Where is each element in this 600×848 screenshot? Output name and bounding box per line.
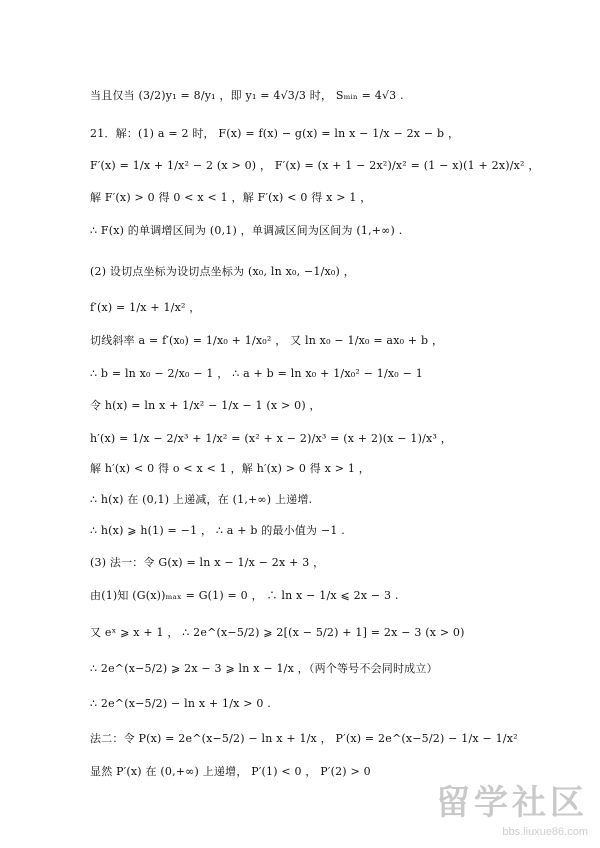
- watermark-title: 留学社区: [436, 784, 588, 822]
- site-watermark: [436, 775, 588, 838]
- text-line-8: 切线斜率 a = f′(x₀) = 1/x₀ + 1/x₀² ， 又 ln x₀ − 1/x₀ = ax₀ + b ，: [90, 334, 444, 347]
- text-line-20: 法二：令 P(x) = 2e^(x−5/2) − ln x + 1/x ， P′(x) = 2e^(x−5/2) − 1/x − 1/x²: [90, 732, 518, 745]
- text-line-2: 21．解：(1) a = 2 时， F(x) = f(x) − g(x) = ln x − 1/x − 2x − b ，: [90, 127, 460, 140]
- text-line-9: ∴ b = ln x₀ − 2/x₀ − 1 ， ∴ a + b = ln x₀ + 1/x₀² − 1/x₀ − 1: [90, 367, 423, 380]
- text-line-18: ∴ 2e^(x−5/2) ⩾ 2x − 3 ⩾ ln x − 1/x ，（两个等号不会同时成立）: [90, 662, 438, 675]
- text-line-11: h′(x) = 1/x − 2/x³ + 1/x² = (x² + x − 2)/x³ = (x + 2)(x − 1)/x³ ，: [90, 432, 452, 445]
- text-line-15: (3) 法一：令 G(x) = ln x − 1/x − 2x + 3 ，: [90, 556, 325, 569]
- text-line-14: ∴ h(x) ⩾ h(1) = −1 ， ∴ a + b 的最小值为 −1 .: [90, 524, 345, 537]
- text-line-16: 由(1)知 (G(x))ₘₐₓ = G(1) = 0 ， ∴ ln x − 1/x ⩽ 2x − 3 .: [90, 589, 399, 602]
- text-line-5: ∴ F(x) 的单调增区间为 (0,1) ，单调减区间为区间为 (1,+∞) .: [90, 224, 403, 237]
- text-line-19: ∴ 2e^(x−5/2) − ln x + 1/x > 0 .: [90, 697, 271, 710]
- text-line-1: 当且仅当 (3/2)y₁ = 8/y₁ ，即 y₁ = 4√3/3 时， Sₘᵢₙ = 4√3 .: [90, 89, 404, 102]
- text-line-4: 解 F′(x) > 0 得 0 < x < 1 ，解 F′(x) < 0 得 x > 1 ，: [90, 191, 372, 204]
- text-line-21: 显然 P′(x) 在 (0,+∞) 上递增， P′(1) < 0 ， P′(2) > 0: [90, 765, 371, 778]
- text-line-3: F′(x) = 1/x + 1/x² − 2 (x > 0) ， F′(x) = (x + 1 − 2x²)/x² = (1 − x)(1 + 2x)/x² ，: [90, 159, 540, 172]
- text-line-13: ∴ h(x) 在 (0,1) 上递减，在 (1,+∞) 上递增.: [90, 493, 313, 506]
- text-line-12: 解 h′(x) < 0 得 o < x < 1 ，解 h′(x) > 0 得 x > 1 ，: [90, 462, 370, 475]
- text-line-7: f′(x) = 1/x + 1/x² ，: [90, 301, 201, 314]
- text-line-10: 令 h(x) = ln x + 1/x² − 1/x − 1 (x > 0) ，: [90, 399, 321, 412]
- text-line-6: (2) 设切点坐标为设切点坐标为 (x₀, ln x₀, −1/x₀) ，: [90, 265, 355, 278]
- text-line-17: 又 eˣ ⩾ x + 1 ， ∴ 2e^(x−5/2) ⩾ 2[(x − 5/2) + 1] = 2x − 3 (x > 0): [90, 626, 465, 639]
- watermark-url: bbs.liuxue86.com: [502, 826, 588, 838]
